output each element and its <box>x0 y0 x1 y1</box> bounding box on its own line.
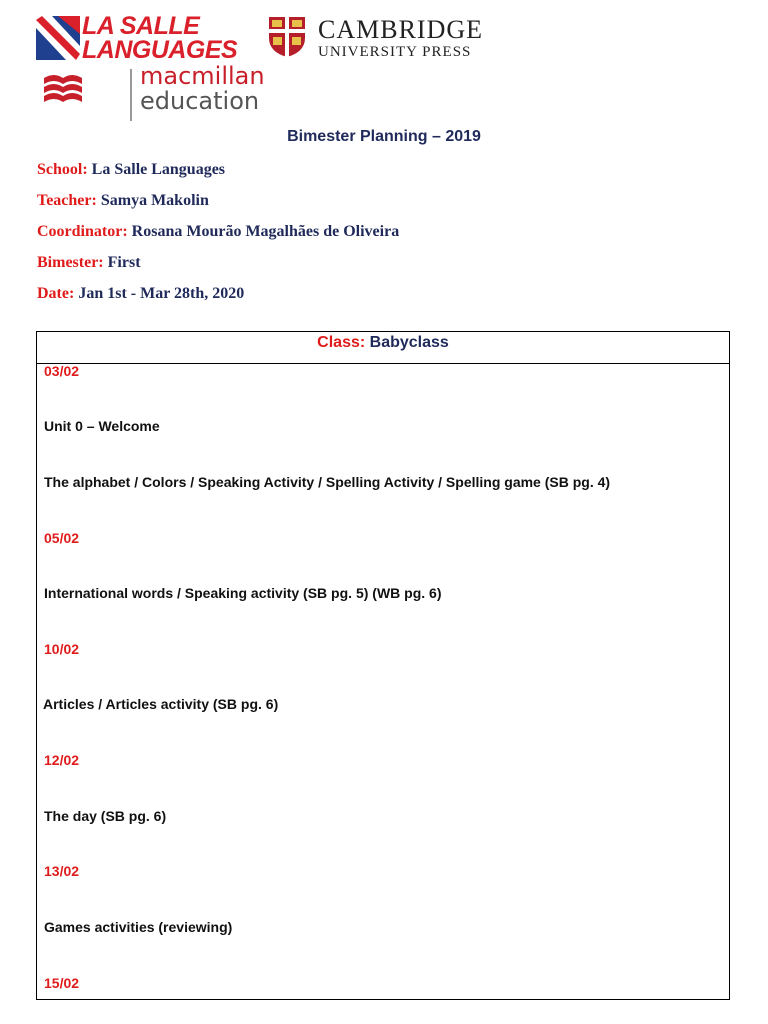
la-salle-logo-text: LA SALLE LANGUAGES <box>82 12 238 64</box>
meta-label: Bimester: <box>37 254 104 271</box>
entry-date: 13/02 <box>44 863 80 879</box>
logo-divider <box>130 69 132 121</box>
meta-bimester <box>37 254 141 272</box>
entry-date: 12/02 <box>44 752 80 768</box>
class-value: Babyclass <box>369 334 449 351</box>
meta-label: Teacher: <box>37 192 97 209</box>
document-title: Bimester Planning – 2019 <box>287 128 481 145</box>
meta-coordinator <box>37 223 399 241</box>
meta-teacher <box>37 192 209 210</box>
macmillan-logo-text: macmillan education <box>140 62 265 115</box>
entry-date: 03/02 <box>44 363 80 379</box>
meta-value: La Salle Languages <box>91 161 226 178</box>
entry-date: 10/02 <box>44 641 80 657</box>
meta-value: Samya Makolin <box>100 192 209 209</box>
class-planning-table <box>36 331 730 1000</box>
entry-line: The day (SB pg. 6) <box>44 808 167 824</box>
entry-line: Games activities (reviewing) <box>44 919 233 935</box>
cambridge-crest-icon <box>268 16 306 58</box>
entry-line: International words / Speaking activity (SB pg. 5) (WB pg. 6) <box>44 585 442 601</box>
meta-school <box>37 161 225 179</box>
meta-value: Rosana Mourão Magalhães de Oliveira <box>131 223 400 240</box>
meta-date <box>37 285 244 303</box>
entry-line: Articles / Articles activity (SB pg. 6) <box>43 696 279 712</box>
entry-line: The alphabet / Colors / Speaking Activity / Spelling Activity / Spelling game (SB pg. 4) <box>44 474 611 490</box>
meta-label: Coordinator: <box>37 223 128 240</box>
entry-line: Unit 0 – Welcome <box>44 418 160 434</box>
meta-value: First <box>107 254 141 271</box>
meta-value: Jan 1st - Mar 28th, 2020 <box>78 285 245 302</box>
macmillan-book-icon <box>42 70 84 106</box>
entry-date: 05/02 <box>44 530 80 546</box>
la-salle-flag-icon <box>36 16 80 60</box>
cambridge-logo-text: CAMBRIDGE UNIVERSITY PRESS <box>318 15 484 60</box>
class-label: Class: <box>317 334 366 351</box>
meta-label: Date: <box>37 285 75 302</box>
entry-date: 15/02 <box>44 975 80 991</box>
meta-label: School: <box>37 161 88 178</box>
header-logos <box>36 14 496 114</box>
class-header <box>37 332 729 364</box>
